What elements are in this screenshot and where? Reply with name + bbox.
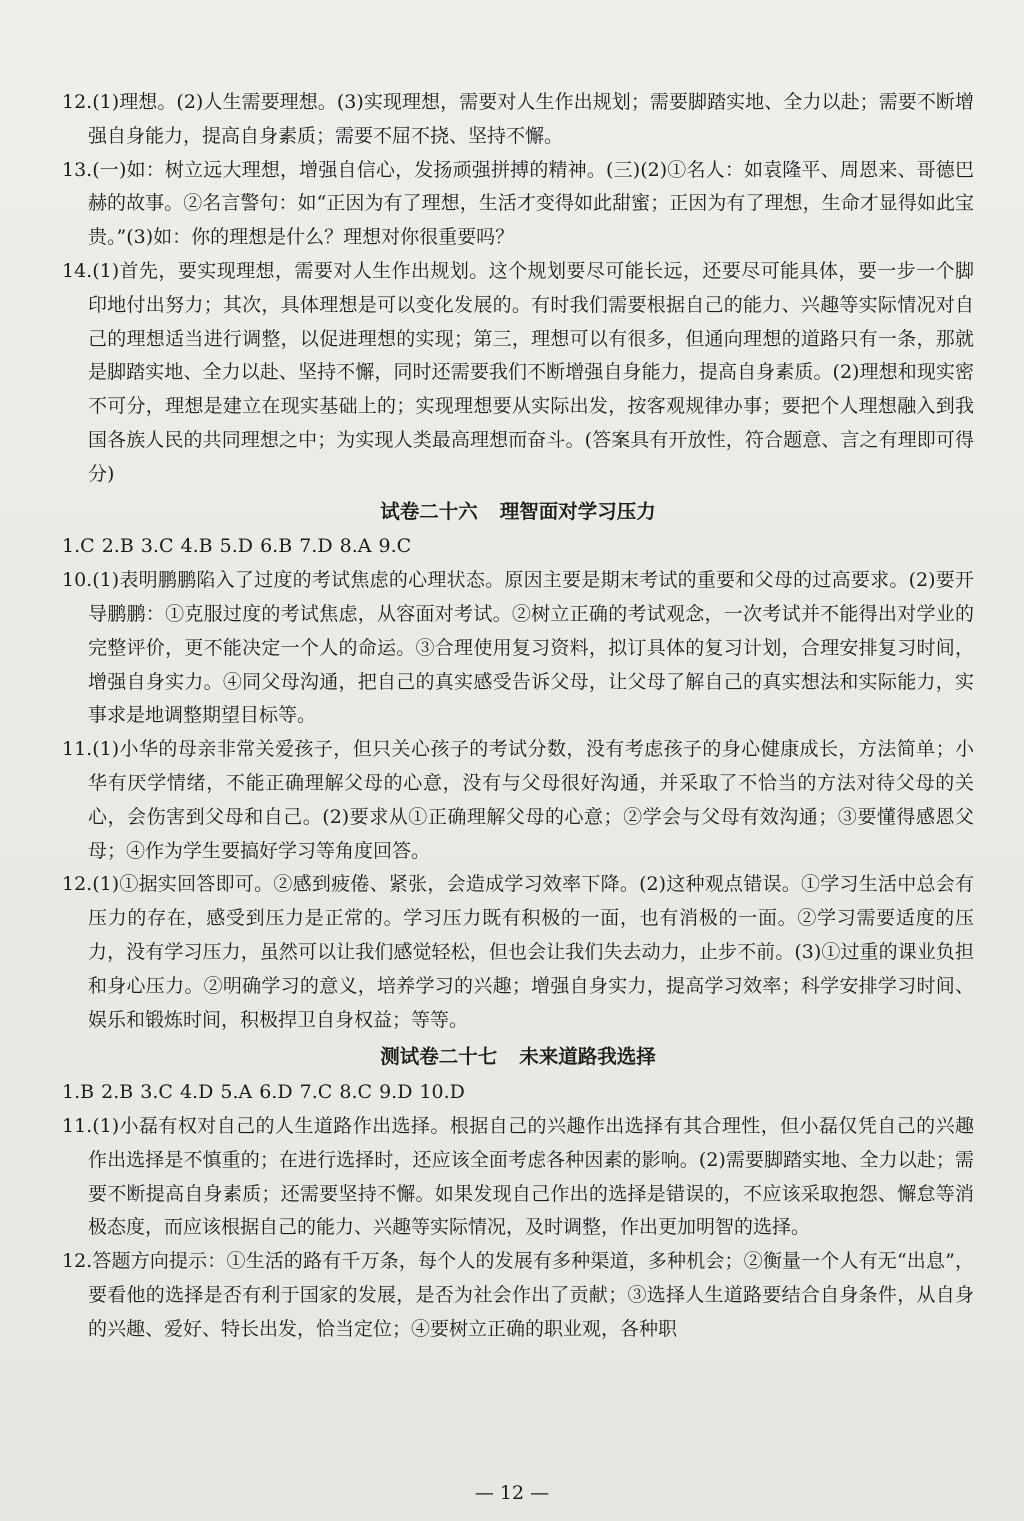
answer-q12-prev: 12.(1)理想。(2)人生需要理想。(3)实现理想，需要对人生作出规划；需要脚踏实地、全力以赴；需要不断增强自身能力，提高自身素质；需要不屈不挠、坚持不懈。 [62, 91, 974, 147]
answer-q14-prev: 14.(1)首先，要实现理想，需要对人生作出规划。这个规划要尽可能长远，还要尽可能具体，要一步一个脚印地付出努力；其次，具体理想是可以变化发展的。有时我们需要根据自己的能力、兴趣等实际情况对自己的理想适当进行调整，以促进理想的实现；第三，理想可以有很多，但通向理想的道路只有一条，那就是脚踏实地、全力以赴、坚持不懈，同时还需要我们不断增强自身能力，提高自身素质。(2)理想和现实密不可分，理想是建立在现实基础上的；实现理想要从实际出发，按客观规律办事；要把个人理想融入到我国各族人民的共同理想之中；为实现人类最高理想而奋斗。(答案具有开放性，符合题意、言之有理即可得分) [62, 259, 974, 485]
section-title-26-topic: 理智面对学习压力 [499, 499, 656, 523]
page-number: — 12 — [474, 1482, 550, 1504]
answer-26-q12: 12.(1)①据实回答即可。②感到疲倦、紧张，会造成学习效率下降。(2)这种观点错误。①学习生活中总会有压力的存在，感受到压力是正常的。学习压力既有积极的一面，也有消极的一面。②学习需要适度的压力，没有学习压力，虽然可以让我们感觉轻松，但也会让我们失去动力，止步不前。(3)①过重的课业负担和身心压力。②明确学习的意义，培养学习的兴趣；增强自身实力，提高学习效率；科学安排学习时间、娱乐和锻炼时间，积极捍卫自身权益；等等。 [62, 873, 974, 1031]
answer-26-q10: 10.(1)表明鹏鹏陷入了过度的考试焦虑的心理状态。原因主要是期末考试的重要和父母的过高要求。(2)要开导鹏鹏：①克服过度的考试焦虑，从容面对考试。②树立正确的考试观念，一次考试并不能得出对学业的完整评价，更不能决定一个人的命运。③合理使用复习资料，拟订具体的复习计划，合理安排复习时间，增强自身实力。④同父母沟通，把自己的真实感受告诉父母，让父母了解自己的真实想法和实际能力，实事求是地调整期望目标等。 [62, 569, 974, 727]
answer-27-q12: 12.答题方向提示：①生活的路有千万条，每个人的发展有多种渠道，多种机会；②衡量一个人有无“出息”，要看他的选择是否有利于国家的发展，是否为社会作出了贡献；③选择人生道路要结合自身条件，从自身的兴趣、爱好、特长出发，恰当定位；④要树立正确的职业观，各种职 [62, 1250, 974, 1340]
answer-content [62, 86, 974, 1346]
section-title-27 [62, 1040, 974, 1074]
answer-27-q11: 11.(1)小磊有权对自己的人生道路作出选择。根据自己的兴趣作出选择有其合理性，但小磊仅凭自己的兴趣作出选择是不慎重的；在进行选择时，还应该全面考虑各种因素的影响。(2)需要脚踏实地、全力以赴；需要不断提高自身素质；还需要坚持不懈。如果发现自己作出的选择是错误的，不应该采取抱怨、懈怠等消极态度，而应该根据自己的能力、兴趣等实际情况，及时调整，作出更加明智的选择。 [62, 1114, 974, 1239]
answer-q13-prev: 13.(一)如：树立远大理想，增强自信心，发扬顽强拼搏的精神。(三)(2)①名人：如袁隆平、周恩来、哥德巴赫的故事。②名言警句：如“正因为有了理想，生活才变得如此甜蜜；正因为有了理想，生命才显得如此宝贵。”(3)如：你的理想是什么？理想对你很重要吗？ [62, 158, 974, 249]
section-title-27-number: 测试卷二十七 [380, 1045, 498, 1069]
section-title-27-topic: 未来道路我选择 [519, 1045, 656, 1069]
answer-26-q11: 11.(1)小华的母亲非常关爱孩子，但只关心孩子的考试分数，没有考虑孩子的身心健康成长，方法简单；小华有厌学情绪，不能正确理解父母的心意，没有与父母很好沟通，并采取了不恰当的方法对待父母的关心，会伤害到父母和自己。(2)要求从①正确理解父母的心意；②学会与父母有效沟通；③要懂得感恩父母；④作为学生要搞好学习等角度回答。 [62, 738, 974, 862]
section-title-26 [62, 495, 974, 529]
section-title-26-number: 试卷二十六 [380, 499, 478, 523]
multiple-choice-answers-26: 1.C 2.B 3.C 4.B 5.D 6.B 7.D 8.A 9.C [62, 535, 412, 558]
multiple-choice-answers-27: 1.B 2.B 3.C 4.D 5.A 6.D 7.C 8.C 9.D 10.D [62, 1081, 465, 1104]
